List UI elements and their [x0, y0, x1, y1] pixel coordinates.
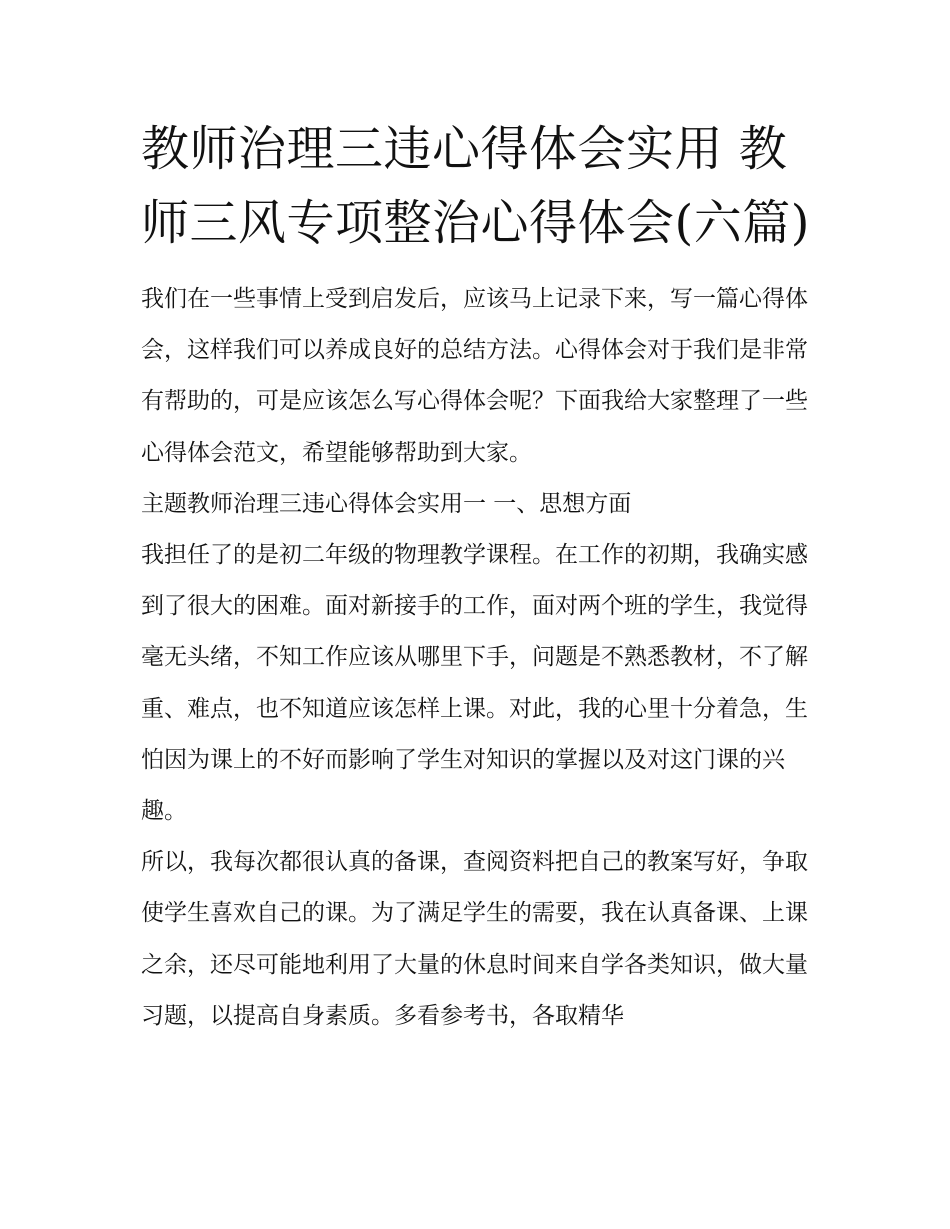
paragraph-body-2: 所以，我每次都很认真的备课，查阅资料把自己的教案写好，争取使学生喜欢自己的课。为了满足学生的需要，我在认真备课、上课之余，还尽可能地利用了大量的休息时间来自学各类知识，做大量习题，以提高自身素质。多看参考书，各取精华 — [141, 849, 808, 1029]
paragraph-body-1: 我担任了的是初二年级的物理教学课程。在工作的初期，我确实感到了很大的困难。面对新接手的工作，面对两个班的学生，我觉得毫无头绪，不知工作应该从哪里下手，问题是不熟悉教材，不了解重、难点，也不知道应该怎样上课。对此，我的心里十分着急，生怕因为课上的不好而影响了学生对知识的掌握以及对这门课的兴趣。 — [141, 542, 808, 825]
document-title: 教师治理三违心得体会实用 教师三风专项整治心得体会(六篇) — [141, 121, 810, 251]
document-body — [141, 112, 821, 1042]
paragraph-intro: 我们在一些事情上受到启发后，应该马上记录下来，写一篇心得体会，这样我们可以养成良好的总结方法。心得体会对于我们是非常有帮助的，可是应该怎么写心得体会呢？下面我给大家整理了一些心得体会范文，希望能够帮助到大家。 — [141, 286, 808, 466]
paragraph-section-heading: 主题教师治理三违心得体会实用一 一、思想方面 — [141, 490, 632, 517]
